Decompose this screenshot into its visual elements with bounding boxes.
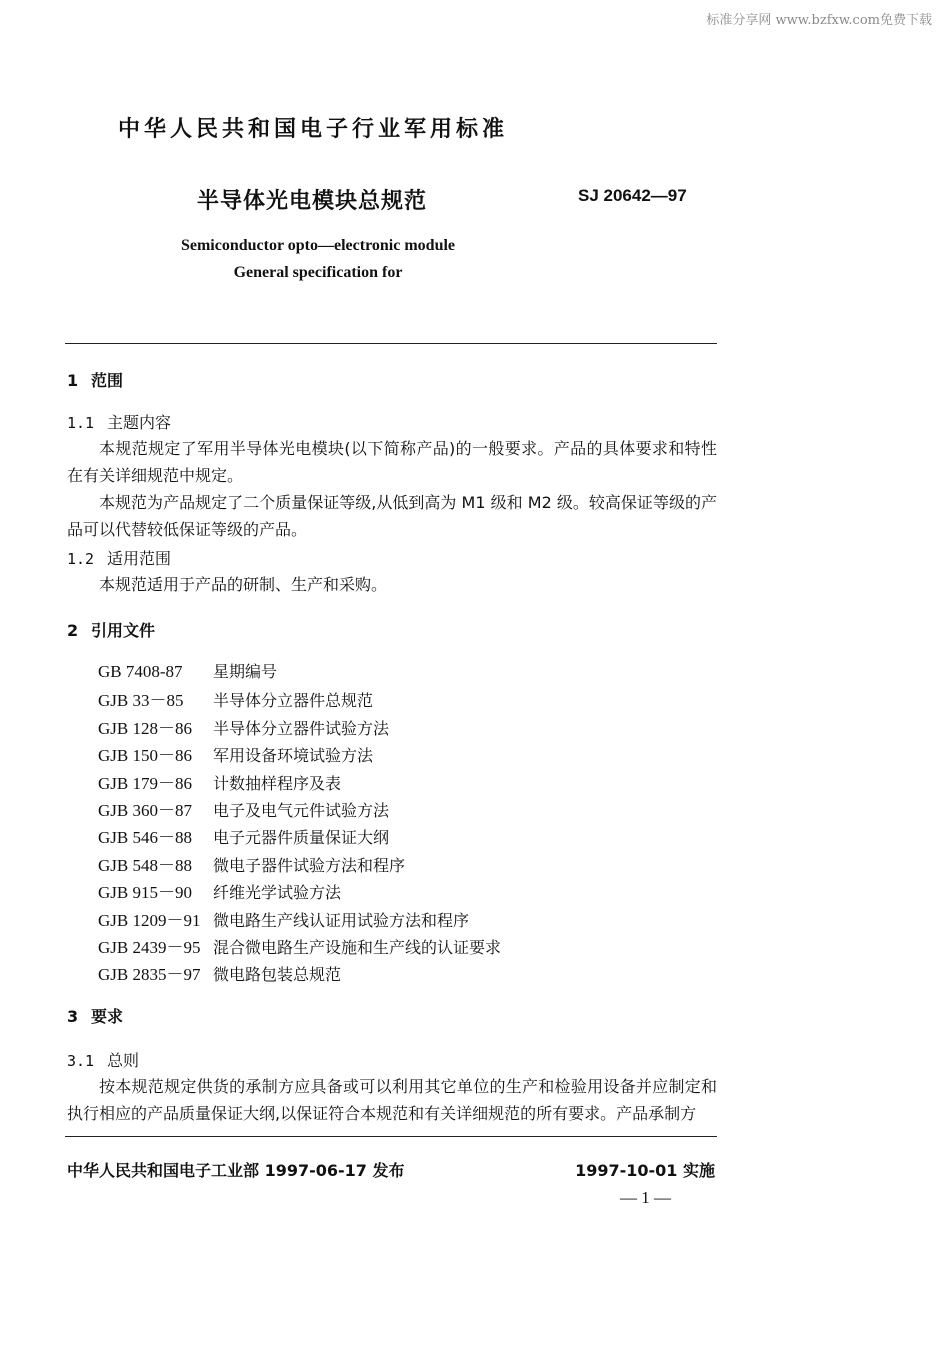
subsection-title: 总则: [107, 1051, 140, 1070]
reference-code: GJB 2835－97: [98, 965, 201, 985]
english-title-line1: Semiconductor opto—electronic module: [180, 237, 456, 254]
reference-list: [98, 659, 501, 988]
section-number: 3: [67, 1007, 79, 1026]
reference-name: 纤维光学试验方法: [213, 883, 342, 903]
section-title: 引用文件: [91, 621, 156, 640]
paragraph-scope-1: 本规范规定了军用半导体光电模块(以下简称产品)的一般要求。产品的具体要求和特性在有关详细规范中规定。: [67, 439, 717, 485]
section-1-heading: [67, 368, 123, 391]
reference-code: GJB 2439－95: [98, 937, 201, 957]
reference-name: 军用设备环境试验方法: [213, 746, 374, 766]
paragraph-general: 按本规范规定供货的承制方应具备或可以利用其它单位的生产和检验用设备并应制定和执行相应的产品质量保证大纲,以保证符合本规范和有关详细规范的所有要求。产品承制方: [67, 1077, 717, 1123]
section-3-heading: [67, 1004, 123, 1027]
reference-row: [98, 851, 501, 878]
section-number: 2: [67, 621, 79, 640]
reference-code: GJB 360－87: [98, 800, 192, 820]
reference-code: GJB 128－86: [98, 718, 192, 738]
reference-row: [98, 878, 501, 905]
reference-row: [98, 906, 501, 933]
paragraph-applicability: 本规范适用于产品的研制、生产和采购。: [99, 575, 388, 594]
reference-name: 微电路包装总规范: [213, 965, 342, 985]
reference-row: [98, 769, 501, 796]
watermark: 标准分享网 www.bzfxw.com免费下载: [706, 13, 932, 28]
reference-code: GJB 1209－91: [98, 910, 201, 930]
page-number: — 1 —: [620, 1188, 671, 1207]
reference-row: [98, 659, 501, 686]
effective-date: 1997-10-01 实施: [575, 1161, 715, 1180]
english-title-line2: General specification for: [233, 264, 403, 281]
paragraph-scope-2: 本规范为产品规定了二个质量保证等级,从低到高为 M1 级和 M2 级。较高保证等级的产品可以代替较低保证等级的产品。: [67, 493, 717, 539]
reference-name: 半导体分立器件总规范: [213, 691, 374, 711]
section-title: 要求: [91, 1007, 124, 1026]
subsection-number: 1.2: [67, 550, 95, 568]
document-title: 半导体光电模块总规范: [197, 189, 428, 214]
subsection-title: 适用范围: [107, 549, 172, 568]
reference-row: [98, 933, 501, 960]
reference-name: 微电子器件试验方法和程序: [213, 855, 406, 875]
footer-divider: [65, 1136, 717, 1137]
section-3-1-heading: [67, 1048, 139, 1071]
section-1-1-heading: [67, 410, 171, 433]
section-title: 范围: [91, 371, 124, 390]
header-divider: [65, 343, 717, 344]
standard-code: SJ 20642—97: [578, 186, 687, 205]
reference-row: [98, 714, 501, 741]
subsection-number: 1.1: [67, 414, 95, 432]
reference-code: GJB 150－86: [98, 746, 192, 766]
reference-row: [98, 796, 501, 823]
reference-code: GJB 179－86: [98, 773, 192, 793]
reference-name: 微电路生产线认证用试验方法和程序: [213, 910, 470, 930]
reference-name: 混合微电路生产设施和生产线的认证要求: [213, 937, 502, 957]
reference-name: 星期编号: [213, 662, 278, 681]
reference-code: GJB 33－85: [98, 691, 184, 711]
reference-row: [98, 823, 501, 850]
subsection-title: 主题内容: [107, 413, 172, 432]
reference-code: GJB 546－88: [98, 828, 192, 848]
reference-code: GJB 915－90: [98, 883, 192, 903]
issuing-organization: 中华人民共和国电子行业军用标准: [118, 117, 509, 142]
reference-name: 半导体分立器件试验方法: [213, 718, 390, 738]
reference-row: [98, 741, 501, 768]
reference-row: [98, 960, 501, 987]
issue-date: 中华人民共和国电子工业部 1997-06-17 发布: [67, 1161, 405, 1180]
section-2-heading: [67, 618, 155, 641]
reference-row: [98, 686, 501, 713]
reference-name: 计数抽样程序及表: [213, 773, 342, 793]
subsection-number: 3.1: [67, 1052, 95, 1070]
reference-code: GJB 548－88: [98, 855, 192, 875]
reference-name: 电子及电气元件试验方法: [213, 800, 390, 820]
reference-code: GB 7408-87: [98, 662, 183, 681]
reference-name: 电子元器件质量保证大纲: [213, 828, 390, 848]
section-1-2-heading: [67, 546, 171, 569]
section-number: 1: [67, 371, 79, 390]
